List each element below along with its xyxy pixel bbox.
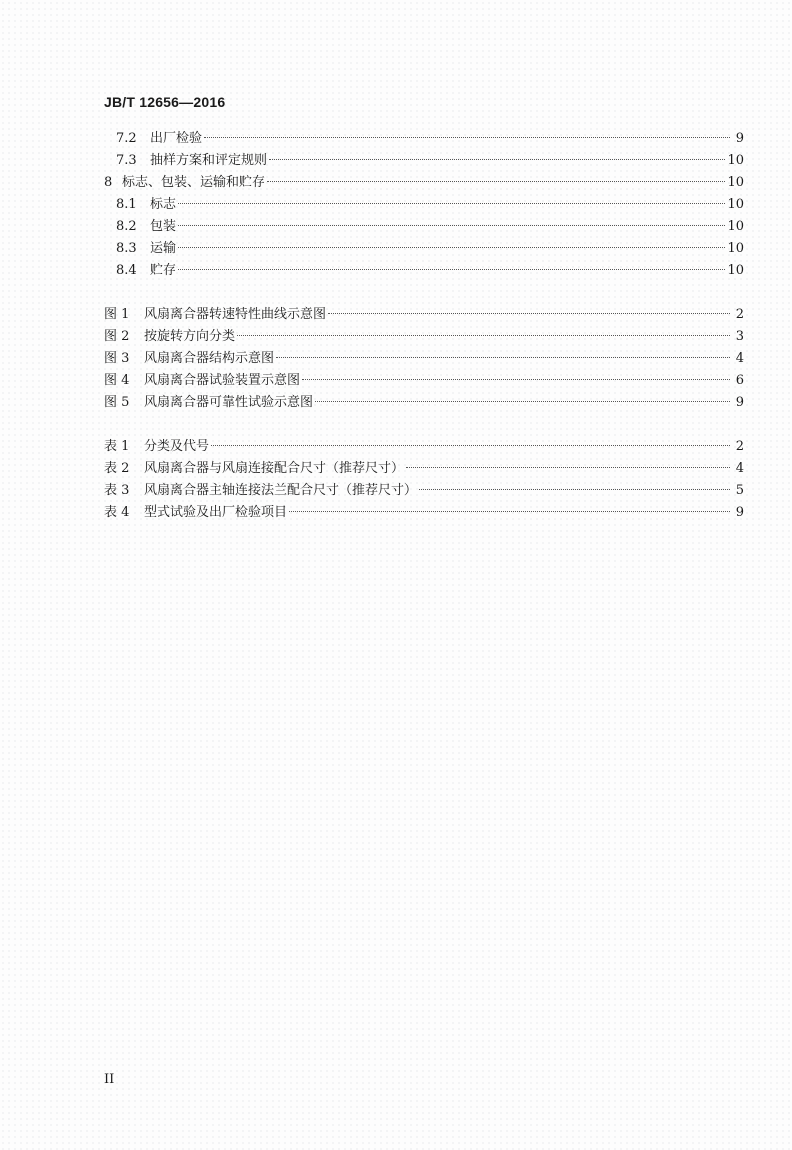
dot-leader <box>267 181 725 182</box>
section-title: 标志、包装、运输和贮存 <box>122 175 266 190</box>
figure-title: 风扇离合器试验装置示意图 <box>144 373 301 388</box>
section-entry[interactable] <box>104 150 744 172</box>
section-entry[interactable] <box>104 194 744 216</box>
figure-title: 按旋转方向分类 <box>144 329 236 344</box>
dot-leader <box>178 225 725 226</box>
figure-title: 风扇离合器结构示意图 <box>144 351 275 366</box>
table-page-number: 9 <box>735 505 744 520</box>
table-entry[interactable] <box>104 480 744 502</box>
section-title: 运输 <box>150 241 177 256</box>
figure-title: 风扇离合器可靠性试验示意图 <box>144 395 314 410</box>
table-entry[interactable] <box>104 458 744 480</box>
figure-page-number: 3 <box>735 329 744 344</box>
section-number: 8.1 <box>116 197 137 212</box>
section-number: 8.2 <box>116 219 137 234</box>
section-page-number: 10 <box>727 197 744 212</box>
page-number: II <box>104 1072 115 1087</box>
section-title: 标志 <box>150 197 177 212</box>
dot-leader <box>419 489 730 490</box>
section-title: 包装 <box>150 219 177 234</box>
figure-page-number: 4 <box>735 351 744 366</box>
figure-page-number: 9 <box>735 395 744 410</box>
figure-number: 图 5 <box>104 395 130 410</box>
group-spacer <box>104 282 744 304</box>
table-page-number: 4 <box>735 461 744 476</box>
figure-entry[interactable] <box>104 392 744 414</box>
table-title: 分类及代号 <box>144 439 210 454</box>
section-title: 抽样方案和评定规则 <box>150 153 268 168</box>
table-number: 表 4 <box>104 505 130 520</box>
dot-leader <box>315 401 730 402</box>
table-entry[interactable] <box>104 436 744 458</box>
section-entry[interactable] <box>104 128 744 150</box>
figure-entry[interactable] <box>104 370 744 392</box>
figure-page-number: 6 <box>735 373 744 388</box>
dot-leader <box>178 247 725 248</box>
section-entry[interactable] <box>104 172 744 194</box>
section-page-number: 10 <box>727 153 744 168</box>
dot-leader <box>328 313 730 314</box>
group-spacer <box>104 414 744 436</box>
dot-leader <box>178 203 725 204</box>
section-number: 8.3 <box>116 241 137 256</box>
section-entry[interactable] <box>104 216 744 238</box>
figure-page-number: 2 <box>735 307 744 322</box>
dot-leader <box>302 379 730 380</box>
section-page-number: 10 <box>727 263 744 278</box>
dot-leader <box>204 137 730 138</box>
table-title: 风扇离合器主轴连接法兰配合尺寸（推荐尺寸） <box>144 483 418 498</box>
section-number: 8.4 <box>116 263 137 278</box>
figure-entry[interactable] <box>104 304 744 326</box>
section-page-number: 10 <box>727 241 744 256</box>
table-title: 风扇离合器与风扇连接配合尺寸（推荐尺寸） <box>144 461 405 476</box>
figure-number: 图 2 <box>104 329 130 344</box>
table-page-number: 2 <box>735 439 744 454</box>
table-number: 表 1 <box>104 439 130 454</box>
dot-leader <box>178 269 725 270</box>
toc-sections <box>104 128 744 282</box>
figure-entry[interactable] <box>104 326 744 348</box>
section-number: 7.2 <box>116 131 137 146</box>
figure-number: 图 1 <box>104 307 130 322</box>
toc-figures <box>104 304 744 414</box>
table-number: 表 3 <box>104 483 130 498</box>
dot-leader <box>276 357 730 358</box>
section-entry[interactable] <box>104 238 744 260</box>
table-number: 表 2 <box>104 461 130 476</box>
section-number: 8 <box>104 175 113 190</box>
section-page-number: 10 <box>727 219 744 234</box>
section-page-number: 9 <box>735 131 744 146</box>
table-entry[interactable] <box>104 502 744 524</box>
section-page-number: 10 <box>727 175 744 190</box>
dot-leader <box>406 467 730 468</box>
dot-leader <box>269 159 725 160</box>
table-title: 型式试验及出厂检验项目 <box>144 505 288 520</box>
figure-number: 图 3 <box>104 351 130 366</box>
dot-leader <box>289 511 730 512</box>
section-title: 出厂检验 <box>150 131 203 146</box>
figure-number: 图 4 <box>104 373 130 388</box>
dot-leader <box>237 335 730 336</box>
dot-leader <box>211 445 730 446</box>
table-page-number: 5 <box>735 483 744 498</box>
figure-entry[interactable] <box>104 348 744 370</box>
table-of-contents <box>104 128 744 524</box>
section-number: 7.3 <box>116 153 137 168</box>
standard-code-header: JB/T 12656—2016 <box>104 94 226 110</box>
section-title: 贮存 <box>150 263 177 278</box>
section-entry[interactable] <box>104 260 744 282</box>
toc-tables <box>104 436 744 524</box>
figure-title: 风扇离合器转速特性曲线示意图 <box>144 307 327 322</box>
